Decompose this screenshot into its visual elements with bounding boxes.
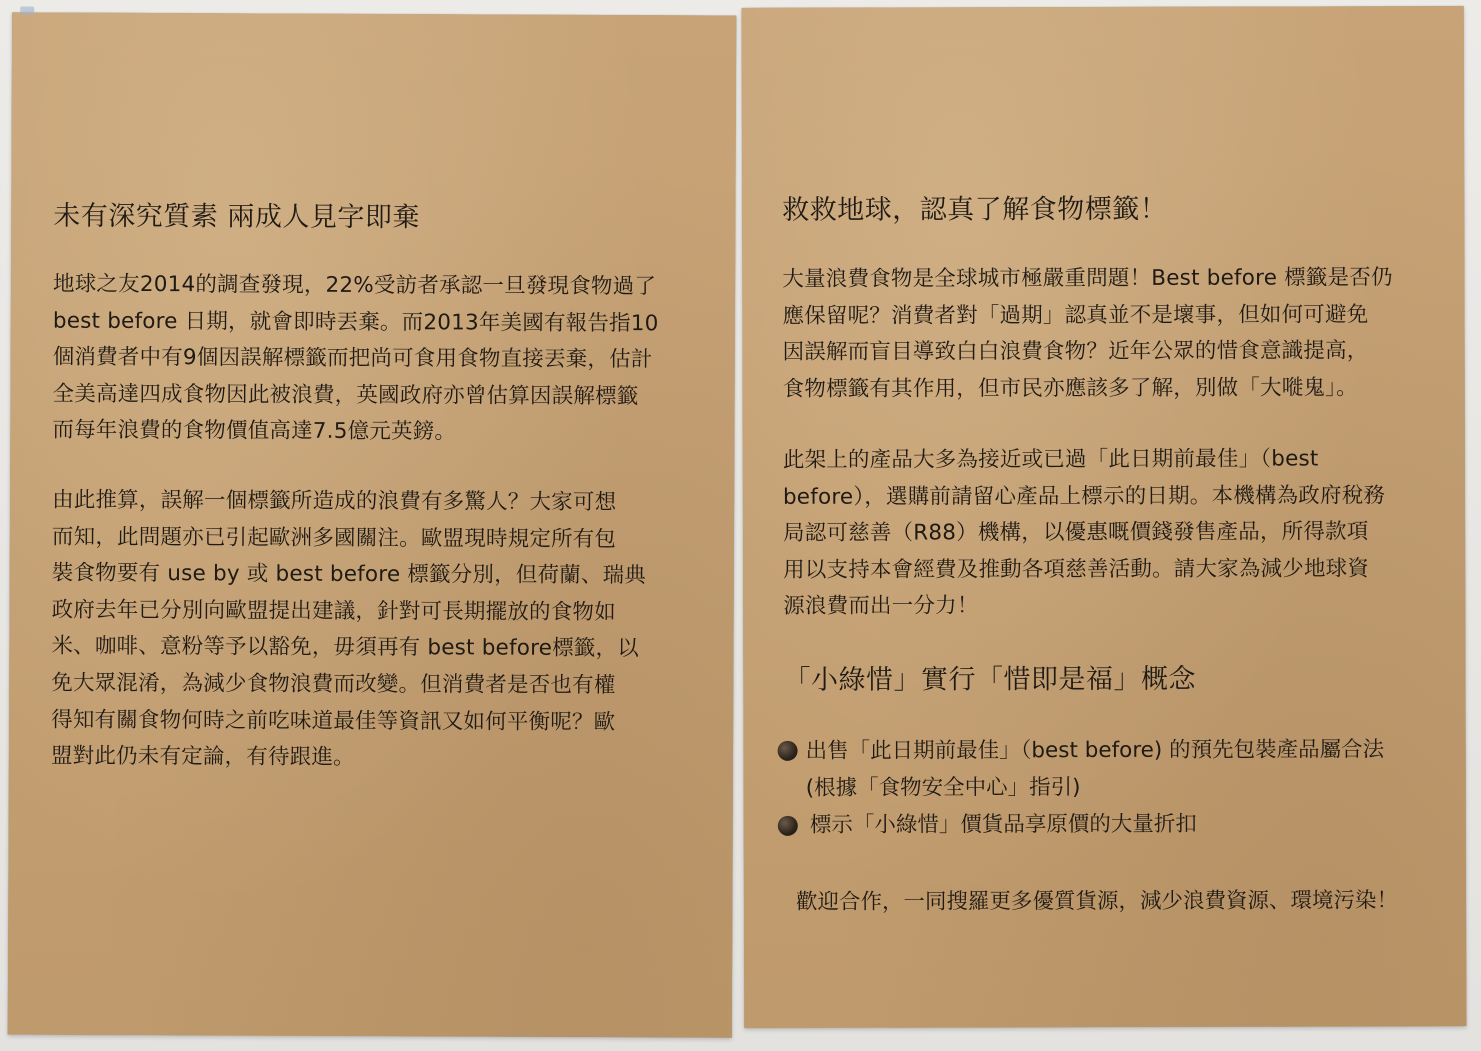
left-paper-notice bbox=[8, 12, 736, 1037]
right-paper-notice bbox=[742, 6, 1467, 1028]
footer-slogan: 歡迎合作，一同搜羅更多優質貨源，減少浪費資源、環境污染！ bbox=[795, 888, 1399, 915]
right-heading: 救救地球，認真了解食物標籤！ bbox=[782, 193, 1168, 226]
bullet-icon bbox=[778, 816, 798, 836]
right-subheading: 「小綠惜」實行「惜即是福」概念 bbox=[783, 663, 1196, 696]
bullet-icon bbox=[778, 741, 798, 761]
left-heading: 未有深究質素 兩成人見字即棄 bbox=[53, 200, 421, 234]
bullet-item: 出售「此日期前最佳」（best before) 的預先包裝產品屬合法 (根據「食物安全中心」指引) bbox=[805, 737, 1385, 801]
bullet-item: 標示「小綠惜」價貨品享原價的大量折扣 bbox=[809, 811, 1197, 838]
left-paragraph-2: 由此推算，誤解一個標籤所造成的浪費有多驚人？大家可想 而知，此問題亦已引起歐洲多國關注。歐盟現時規定所有包 裝食物要有 use by 或 best before 標籤分別，但荷蘭、瑞典 政府去年已分別向歐盟提出建議，針對可長期擺放的食物如 米、咖啡、意粉等予以豁免，毋須再有 best before標籤，以 免大眾混淆，為減少食物浪費而改變。但消費者是否也有權 得知有關食物何時之前吃味道最佳等資訊又如何平衡呢？歐 盟對此仍未有定論，有待跟進。 bbox=[50, 487, 647, 771]
left-paragraph-1: 地球之友2014的調查發現，22%受訪者承認一旦發現食物過了 best before 日期，就會即時丟棄。而2013年美國有報告指10 個消費者中有9個因誤解標籤而把尚可食用食物直接丟棄，估計 全美高達四成食物因此被浪費，英國政府亦曾估算因誤解標籤 而每年浪費的食物價值高達7.5億元英鎊。 bbox=[52, 271, 659, 445]
tape-mark bbox=[20, 6, 34, 14]
right-paragraph-2: 此架上的產品大多為接近或已過「此日期前最佳」（best before），選購前請留心產品上標示的日期。本機構為政府稅務 局認可慈善（R88）機構，以優惠嘅價錢發售產品，所得款項 用以支持本會經費及推動各項慈善活動。請大家為減少地球資 源浪費而出一分力！ bbox=[782, 446, 1386, 620]
right-paragraph-1: 大量浪費食物是全球城市極嚴重問題！Best before 標籤是否仍 應保留呢？消費者對「過期」認真並不是壞事，但如何可避免 因誤解而盲目導致白白浪費食物？近年公眾的惜食意識提高， 食物標籤有其作用，但市民亦應該多了解，別做「大嘥鬼」。 bbox=[782, 265, 1393, 402]
